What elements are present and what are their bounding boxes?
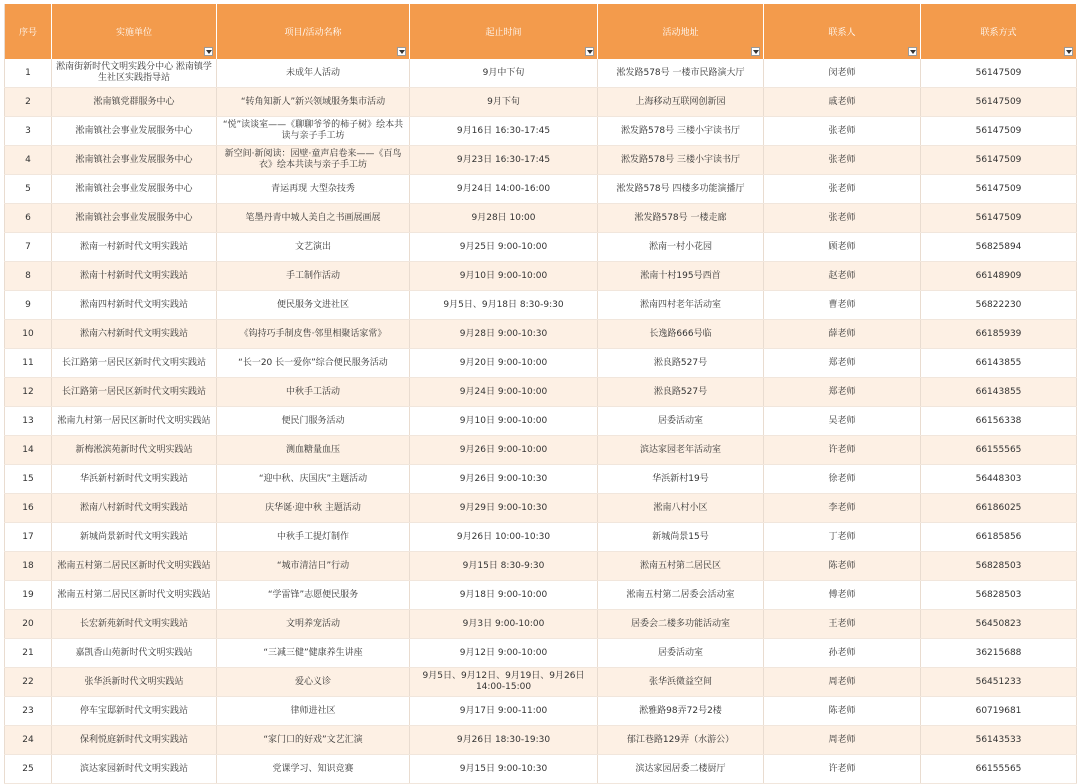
table-row	[5, 494, 1077, 523]
cell-activity: “三减三健”健康养生讲座	[217, 639, 410, 668]
cell-time: 9月20日 9:00-10:00	[410, 349, 598, 378]
cell-index: 15	[5, 465, 52, 494]
cell-address: 张华浜微益空间	[598, 668, 764, 697]
cell-unit: 淞南镇社会事业发展服务中心	[52, 117, 217, 146]
cell-unit: 滨达家园新时代文明实践站	[52, 755, 217, 784]
cell-unit: 淞南六村新时代文明实践站	[52, 320, 217, 349]
cell-index: 7	[5, 233, 52, 262]
cell-phone: 66155565	[921, 436, 1077, 465]
cell-contact: 郑老师	[764, 378, 921, 407]
cell-unit: 嘉凯香山苑新时代文明实践站	[52, 639, 217, 668]
cell-index: 5	[5, 175, 52, 204]
cell-address: 淞南十村195号西首	[598, 262, 764, 291]
cell-index: 23	[5, 697, 52, 726]
table-row	[5, 59, 1077, 88]
cell-contact: 许老师	[764, 755, 921, 784]
cell-activity: “迎中秋、庆国庆”主题活动	[217, 465, 410, 494]
cell-unit: 淞南九村第一居民区新时代文明实践站	[52, 407, 217, 436]
cell-contact: 孙老师	[764, 639, 921, 668]
cell-activity: 笔墨丹青中城人美自之书画展画展	[217, 204, 410, 233]
cell-contact: 许老师	[764, 436, 921, 465]
cell-address: 淞南五村第二居民区	[598, 552, 764, 581]
cell-time: 9月10日 9:00-10:00	[410, 407, 598, 436]
cell-activity: 文艺演出	[217, 233, 410, 262]
cell-unit: 淞南十村新时代文明实践站	[52, 262, 217, 291]
cell-unit: 新梅淞滨苑新时代文明实践站	[52, 436, 217, 465]
cell-time: 9月下旬	[410, 88, 598, 117]
cell-index: 10	[5, 320, 52, 349]
table-row	[5, 755, 1077, 784]
cell-contact: 薛老师	[764, 320, 921, 349]
cell-activity: 爱心义诊	[217, 668, 410, 697]
cell-index: 22	[5, 668, 52, 697]
cell-address: 新城尚景15号	[598, 523, 764, 552]
filter-dropdown-icon[interactable]	[1064, 47, 1073, 56]
cell-index: 14	[5, 436, 52, 465]
cell-unit: 淞南五村第二居民区新时代文明实践站	[52, 552, 217, 581]
cell-unit: 淞南四村新时代文明实践站	[52, 291, 217, 320]
cell-unit: 新城尚景新时代文明实践站	[52, 523, 217, 552]
cell-index: 19	[5, 581, 52, 610]
cell-contact: 张老师	[764, 146, 921, 175]
cell-time: 9月12日 9:00-10:00	[410, 639, 598, 668]
cell-contact: 张老师	[764, 204, 921, 233]
cell-time: 9月15日 9:00-10:30	[410, 755, 598, 784]
cell-address: 上海移动互联网创新园	[598, 88, 764, 117]
header-phone: 联系方式	[921, 4, 1077, 59]
cell-phone: 36215688	[921, 639, 1077, 668]
cell-address: 淞南八村小区	[598, 494, 764, 523]
cell-time: 9月26日 18:30-19:30	[410, 726, 598, 755]
cell-address: 淞良路527号	[598, 378, 764, 407]
cell-activity: “家门口的好戏”文艺汇演	[217, 726, 410, 755]
cell-activity: 中秋手工活动	[217, 378, 410, 407]
cell-time: 9月3日 9:00-10:00	[410, 610, 598, 639]
cell-time: 9月28日 10:00	[410, 204, 598, 233]
table-row	[5, 407, 1077, 436]
table-row	[5, 146, 1077, 175]
cell-contact: 曹老师	[764, 291, 921, 320]
cell-contact: 徐老师	[764, 465, 921, 494]
cell-time: 9月5日、9月18日 8:30-9:30	[410, 291, 598, 320]
cell-index: 1	[5, 59, 52, 88]
cell-phone: 66148909	[921, 262, 1077, 291]
cell-phone: 56451233	[921, 668, 1077, 697]
cell-activity: 文明养宠活动	[217, 610, 410, 639]
cell-index: 16	[5, 494, 52, 523]
cell-address: 滨达家园居委二楼厨厅	[598, 755, 764, 784]
cell-contact: 赵老师	[764, 262, 921, 291]
cell-activity: 未成年人活动	[217, 59, 410, 88]
cell-activity: 中秋手工提灯制作	[217, 523, 410, 552]
cell-address: 淞发路578号 四楼多功能演播厅	[598, 175, 764, 204]
cell-index: 20	[5, 610, 52, 639]
cell-contact: 吴老师	[764, 407, 921, 436]
cell-time: 9月24日 14:00-16:00	[410, 175, 598, 204]
cell-phone: 66185939	[921, 320, 1077, 349]
cell-index: 13	[5, 407, 52, 436]
cell-phone: 56822230	[921, 291, 1077, 320]
header-contact: 联系人	[764, 4, 921, 59]
cell-phone: 66156338	[921, 407, 1077, 436]
header-unit: 实施单位	[52, 4, 217, 59]
cell-phone: 66185856	[921, 523, 1077, 552]
filter-dropdown-icon[interactable]	[751, 47, 760, 56]
cell-index: 18	[5, 552, 52, 581]
cell-contact: 戚老师	[764, 88, 921, 117]
table-row	[5, 291, 1077, 320]
table-row	[5, 262, 1077, 291]
activity-table	[4, 4, 1077, 784]
cell-contact: 闵老师	[764, 59, 921, 88]
cell-address: 郁江巷路129弄（水游公）	[598, 726, 764, 755]
cell-activity: 党课学习、知识竞赛	[217, 755, 410, 784]
cell-unit: 淞南一村新时代文明实践站	[52, 233, 217, 262]
cell-contact: 李老师	[764, 494, 921, 523]
cell-index: 24	[5, 726, 52, 755]
cell-time: 9月10日 9:00-10:00	[410, 262, 598, 291]
cell-unit: 淞南街新时代文明实践分中心 淞南镇学生社区实践指导站	[52, 59, 217, 88]
cell-address: 淞发路578号 一楼市民路演大厅	[598, 59, 764, 88]
table-body	[5, 59, 1077, 784]
cell-activity: “长一20 长一爱你”综合便民服务活动	[217, 349, 410, 378]
cell-unit: 长江路第一居民区新时代文明实践站	[52, 349, 217, 378]
cell-address: 滨达家园老年活动室	[598, 436, 764, 465]
cell-phone: 56828503	[921, 581, 1077, 610]
cell-address: 淞南四村老年活动室	[598, 291, 764, 320]
cell-activity: 庆华诞·迎中秋 主题活动	[217, 494, 410, 523]
table-row	[5, 668, 1077, 697]
filter-dropdown-icon[interactable]	[397, 47, 406, 56]
cell-phone: 66143855	[921, 349, 1077, 378]
cell-contact: 张老师	[764, 175, 921, 204]
cell-contact: 顾老师	[764, 233, 921, 262]
table-row	[5, 378, 1077, 407]
cell-address: 居委活动室	[598, 407, 764, 436]
table-row	[5, 465, 1077, 494]
cell-index: 4	[5, 146, 52, 175]
cell-unit: 淞南镇党群服务中心	[52, 88, 217, 117]
cell-time: 9月24日 9:00-10:00	[410, 378, 598, 407]
cell-index: 25	[5, 755, 52, 784]
cell-index: 11	[5, 349, 52, 378]
cell-contact: 陈老师	[764, 697, 921, 726]
cell-unit: 保利悦庭新时代文明实践站	[52, 726, 217, 755]
cell-index: 21	[5, 639, 52, 668]
table-row	[5, 204, 1077, 233]
cell-activity: “学雷锋”志愿便民服务	[217, 581, 410, 610]
cell-contact: 周老师	[764, 726, 921, 755]
cell-phone: 56147509	[921, 204, 1077, 233]
cell-index: 3	[5, 117, 52, 146]
header-activity: 项目/活动名称	[217, 4, 410, 59]
cell-address: 居委会二楼多功能活动室	[598, 610, 764, 639]
cell-activity: 手工制作活动	[217, 262, 410, 291]
cell-contact: 周老师	[764, 668, 921, 697]
table-row	[5, 610, 1077, 639]
cell-activity: 律师进社区	[217, 697, 410, 726]
header-address: 活动地址	[598, 4, 764, 59]
cell-address: 淞发路578号 一楼走廊	[598, 204, 764, 233]
table-row	[5, 726, 1077, 755]
cell-phone: 56147509	[921, 175, 1077, 204]
cell-phone: 56828503	[921, 552, 1077, 581]
cell-phone: 56825894	[921, 233, 1077, 262]
cell-activity: “转角知新人”新兴领域服务集市活动	[217, 88, 410, 117]
cell-index: 8	[5, 262, 52, 291]
cell-time: 9月28日 9:00-10:30	[410, 320, 598, 349]
filter-dropdown-icon[interactable]	[585, 47, 594, 56]
cell-time: 9月26日 9:00-10:30	[410, 465, 598, 494]
header-row	[5, 4, 1077, 59]
cell-index: 12	[5, 378, 52, 407]
cell-unit: 张华浜新时代文明实践站	[52, 668, 217, 697]
cell-activity: 测血糖量血压	[217, 436, 410, 465]
cell-unit: 淞南镇社会事业发展服务中心	[52, 146, 217, 175]
cell-index: 6	[5, 204, 52, 233]
cell-time: 9月16日 16:30-17:45	[410, 117, 598, 146]
cell-activity: “悦”读谈室——《聊聊爷爷的柿子树》绘本共读与亲子手工坊	[217, 117, 410, 146]
cell-phone: 56143533	[921, 726, 1077, 755]
table-row	[5, 639, 1077, 668]
cell-address: 居委活动室	[598, 639, 764, 668]
cell-unit: 淞南镇社会事业发展服务中心	[52, 175, 217, 204]
cell-activity: 便民服务文进社区	[217, 291, 410, 320]
cell-contact: 张老师	[764, 117, 921, 146]
cell-address: 淞发路578号 三楼小宇读书厅	[598, 117, 764, 146]
cell-contact: 王老师	[764, 610, 921, 639]
cell-unit: 长江路第一居民区新时代文明实践站	[52, 378, 217, 407]
cell-phone: 66186025	[921, 494, 1077, 523]
cell-activity: 青运再现 大型杂技秀	[217, 175, 410, 204]
cell-phone: 56147509	[921, 146, 1077, 175]
cell-unit: 停车宝邸新时代文明实践站	[52, 697, 217, 726]
cell-unit: 淞南镇社会事业发展服务中心	[52, 204, 217, 233]
cell-time: 9月26日 9:00-10:00	[410, 436, 598, 465]
cell-unit: 淞南五村第二居民区新时代文明实践站	[52, 581, 217, 610]
cell-index: 17	[5, 523, 52, 552]
cell-time: 9月25日 9:00-10:00	[410, 233, 598, 262]
cell-address: 淞南一村小花园	[598, 233, 764, 262]
cell-phone: 56147509	[921, 117, 1077, 146]
table-row	[5, 697, 1077, 726]
cell-contact: 丁老师	[764, 523, 921, 552]
cell-contact: 傅老师	[764, 581, 921, 610]
cell-phone: 66143855	[921, 378, 1077, 407]
table-row	[5, 88, 1077, 117]
cell-contact: 陈老师	[764, 552, 921, 581]
cell-time: 9月18日 9:00-10:00	[410, 581, 598, 610]
cell-time: 9月29日 9:00-10:30	[410, 494, 598, 523]
table-row	[5, 581, 1077, 610]
filter-dropdown-icon[interactable]	[204, 47, 213, 56]
cell-index: 2	[5, 88, 52, 117]
cell-address: 淞雅路98弄72号2楼	[598, 697, 764, 726]
cell-activity: 便民门服务活动	[217, 407, 410, 436]
table-row	[5, 552, 1077, 581]
cell-time: 9月17日 9:00-11:00	[410, 697, 598, 726]
cell-unit: 长宏新苑新时代文明实践站	[52, 610, 217, 639]
cell-phone: 56147509	[921, 59, 1077, 88]
cell-activity: “城市清洁日”行动	[217, 552, 410, 581]
table-row	[5, 436, 1077, 465]
cell-address: 华浜新村19号	[598, 465, 764, 494]
table-row	[5, 117, 1077, 146]
header-time: 起止时间	[410, 4, 598, 59]
cell-index: 9	[5, 291, 52, 320]
cell-phone: 60719681	[921, 697, 1077, 726]
cell-address: 淞南五村第二居委会活动室	[598, 581, 764, 610]
cell-phone: 66155565	[921, 755, 1077, 784]
table-row	[5, 320, 1077, 349]
filter-dropdown-icon[interactable]	[908, 47, 917, 56]
cell-address: 淞良路527号	[598, 349, 764, 378]
table-row	[5, 175, 1077, 204]
cell-time: 9月中下旬	[410, 59, 598, 88]
cell-phone: 56147509	[921, 88, 1077, 117]
table-row	[5, 523, 1077, 552]
cell-phone: 56450823	[921, 610, 1077, 639]
cell-address: 长逸路666号临	[598, 320, 764, 349]
cell-time: 9月26日 10:00-10:30	[410, 523, 598, 552]
cell-unit: 淞南八村新时代文明实践站	[52, 494, 217, 523]
activity-schedule-sheet	[4, 4, 1076, 784]
cell-phone: 56448303	[921, 465, 1077, 494]
header-index: 序号	[5, 4, 52, 59]
cell-contact: 郑老师	[764, 349, 921, 378]
cell-address: 淞发路578号 三楼小宇读书厅	[598, 146, 764, 175]
cell-time: 9月5日、9月12日、9月19日、9月26日 14:00-15:00	[410, 668, 598, 697]
table-row	[5, 349, 1077, 378]
cell-time: 9月15日 8:30-9:30	[410, 552, 598, 581]
cell-activity: 《钩持巧手制皮售·邻里相聚话家常》	[217, 320, 410, 349]
table-row	[5, 233, 1077, 262]
cell-unit: 华浜新村新时代文明实践站	[52, 465, 217, 494]
cell-time: 9月23日 16:30-17:45	[410, 146, 598, 175]
cell-activity: 新空间·新阅读：园壁·童声启卷来——《百鸟衣》绘本共读与亲子手工坊	[217, 146, 410, 175]
